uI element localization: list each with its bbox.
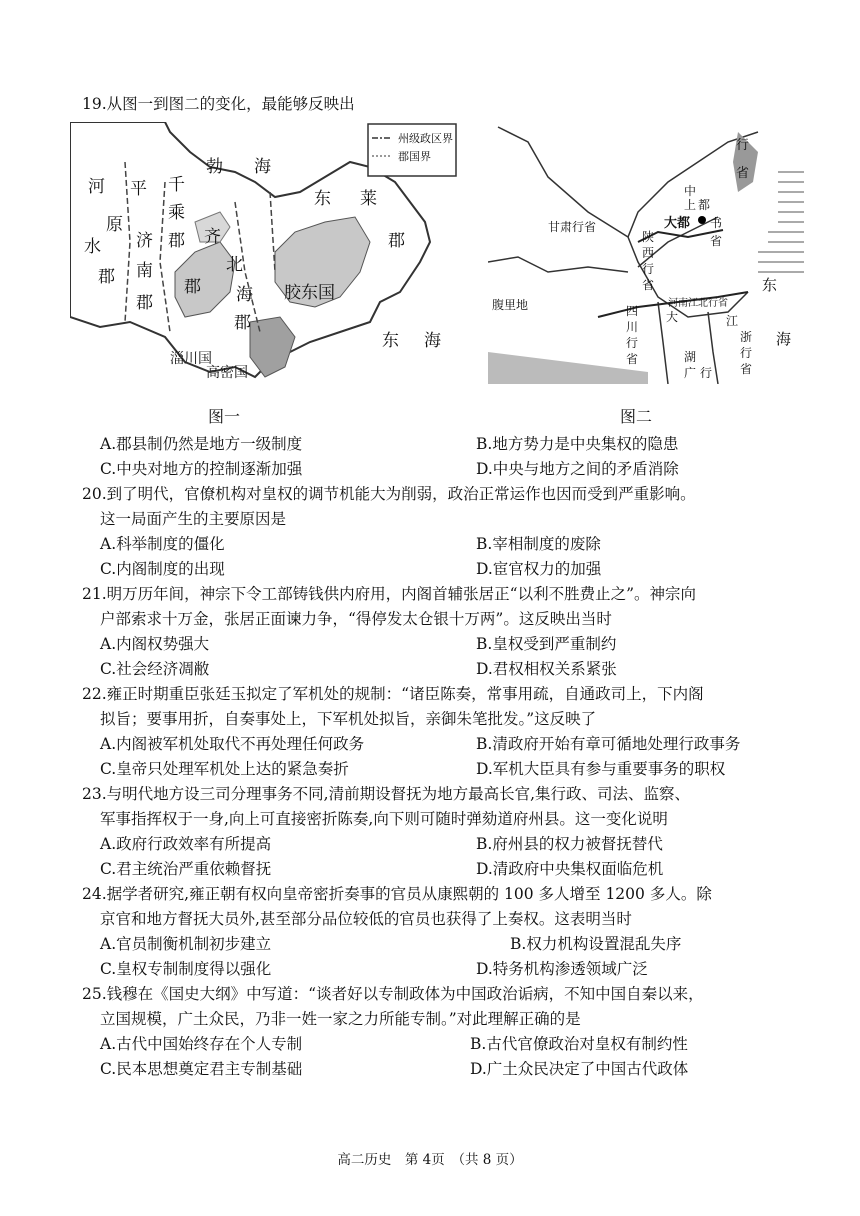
map-label: 行	[740, 346, 753, 360]
map-label: 郡	[98, 267, 115, 287]
map-label: 中	[684, 184, 697, 198]
q25-option-a: A.古代中国始终存在个人专制	[100, 1035, 303, 1053]
q19-option-d: D.中央与地方之间的矛盾消除	[476, 460, 679, 478]
q21-option-b: B.皇权受到严重制约	[476, 635, 617, 653]
map-label: 北	[226, 255, 243, 275]
map-label: 省	[626, 352, 639, 366]
question-21-stem-line-2: 户部索求十万金，张居正面谏力争，“得停发太仓银十万两”。这反映出当时	[100, 610, 612, 628]
map-label: 海	[776, 330, 792, 348]
q22-option-d: D.军机大臣具有参与重要事务的职权	[476, 760, 726, 778]
map-label: 行	[626, 336, 639, 350]
map-label: 行	[642, 262, 655, 276]
map-label: 海	[424, 331, 441, 351]
map-label: 水	[84, 237, 101, 257]
map-label: 江	[726, 314, 739, 328]
question-23-stem-line-2: 军事指挥权于一身,向上可直接密折陈奏,向下则可随时弹劾道府州县。这一变化说明	[100, 810, 668, 828]
q24-option-b: B.权力机构设置混乱失序	[510, 935, 682, 953]
map-label: 南	[136, 261, 153, 281]
map-label: 省	[740, 362, 753, 376]
map-label: 浙	[740, 330, 753, 344]
q24-option-d: D.特务机构渗透领域广泛	[476, 960, 648, 978]
q20-option-b: B.宰相制度的废除	[476, 535, 601, 553]
map-label: 勃	[206, 157, 223, 177]
map-label: 海	[236, 285, 253, 305]
map-label: 原	[106, 215, 123, 235]
question-22-stem-line-1: 22.雍正时期重臣张廷玉拟定了军机处的规制：“诸臣陈奏，常事用疏，自通政司上，下内阁	[82, 685, 704, 703]
map-label: 郡	[168, 231, 185, 251]
map-label: 齐	[204, 227, 221, 247]
q23-option-b: B.府州县的权力被督抚替代	[476, 835, 663, 853]
q24-option-c: C.皇权专制制度得以强化	[100, 960, 272, 978]
map-label: 大	[666, 310, 679, 324]
map-label: 书	[710, 216, 723, 230]
map-label: 都	[698, 198, 711, 212]
map-figure-1	[70, 122, 458, 384]
map-label: 河	[88, 177, 105, 197]
question-23-stem-line-1: 23.与明代地方设三司分理事务不同,清前期设督抚为地方最高长官,集行政、司法、监察、	[82, 785, 691, 803]
q23-option-d: D.清政府中央集权面临危机	[476, 860, 664, 878]
q25-option-b: B.古代官僚政治对皇权有制约性	[470, 1035, 688, 1053]
map-label: 甘肃行省	[548, 220, 597, 234]
q19-option-b: B.地方势力是中央集权的隐患	[476, 435, 679, 453]
map-label: 郡	[136, 293, 153, 313]
q20-option-d: D.宦官权力的加强	[476, 560, 602, 578]
q23-option-c: C.君主统治严重依赖督抚	[100, 860, 272, 878]
legend-item-state-border: 州级政区界	[398, 132, 453, 145]
q24-option-a: A.官员制衡机制初步建立	[100, 935, 272, 953]
map-label-capital: 大都	[664, 216, 691, 231]
figure-1-caption: 图一	[208, 407, 241, 426]
q22-option-a: A.内阁被军机处取代不再处理任何政务	[100, 735, 365, 753]
map-label: 腹里地	[492, 298, 529, 312]
map-label: 平	[130, 179, 147, 199]
question-25-stem-line-2: 立国规模，广土众民，乃非一姓一家之力所能专制。”对此理解正确的是	[100, 1010, 581, 1028]
q22-option-b: B.清政府开始有章可循地处理行政事务	[476, 735, 741, 753]
q22-option-c: C.皇帝只处理军机处上达的紧急奏折	[100, 760, 349, 778]
map-label: 广	[684, 366, 697, 380]
map-label: 高密国	[206, 365, 248, 381]
map-label: 行	[736, 138, 750, 153]
q25-option-d: D.广土众民决定了中国古代政体	[470, 1060, 689, 1078]
q23-option-a: A.政府行政效率有所提高	[100, 835, 272, 853]
map-label: 四	[626, 304, 639, 318]
map-label: 行	[700, 366, 713, 380]
q25-option-c: C.民本思想奠定君主专制基础	[100, 1060, 303, 1078]
q19-option-c: C.中央对地方的控制逐渐加强	[100, 460, 303, 478]
legend-item-commandery-border: 郡国界	[398, 150, 431, 163]
map-label: 东	[314, 189, 331, 209]
map-label: 济	[136, 231, 153, 251]
map-label: 河南江北行省	[668, 298, 728, 309]
map-label: 东	[382, 331, 399, 351]
question-19-stem: 19.从图一到图二的变化，最能够反映出	[82, 95, 355, 113]
map-label: 省	[642, 278, 655, 292]
q19-option-a: A.郡县制仍然是地方一级制度	[100, 435, 303, 453]
map-label: 湖	[684, 350, 697, 364]
page-footer: 高二历史 第 4页 （共 8 页）	[337, 1152, 523, 1168]
map-label: 西	[642, 246, 655, 260]
map-figure-2	[488, 122, 804, 384]
map-label: 郡	[234, 313, 251, 333]
map-label: 郡	[184, 277, 201, 297]
question-25-stem-line-1: 25.钱穆在《国史大纲》中写道：“谈者好以专制政体为中国政治诟病，不知中国自秦以来，	[82, 985, 704, 1003]
map-label: 莱	[360, 189, 377, 209]
figure-2-caption: 图二	[620, 407, 653, 426]
map-label: 郡	[388, 231, 405, 251]
question-22-stem-line-2: 拟旨；要事用折，自奏事处上，下军机处拟旨，亲御朱笔批发。”这反映了	[100, 710, 597, 728]
map-label: 海	[254, 157, 271, 177]
q20-option-a: A.科举制度的僵化	[100, 535, 225, 553]
q21-option-a: A.内阁权势强大	[100, 635, 210, 653]
map-label: 上	[684, 198, 697, 212]
map-label: 川	[626, 320, 639, 334]
map-label: 省	[710, 234, 723, 248]
map-label: 陕	[642, 230, 655, 244]
question-20-stem-line-2: 这一局面产生的主要原因是	[100, 510, 287, 528]
q21-option-d: D.君权相权关系紧张	[476, 660, 617, 678]
map-label: 省	[736, 166, 750, 181]
question-24-stem-line-1: 24.据学者研究,雍正朝有权向皇帝密折奏事的官员从康熙朝的 100 多人增至 1200 多人。除	[82, 885, 712, 903]
question-24-stem-line-2: 京官和地方督抚大员外,甚至部分品位较低的官员也获得了上奏权。这表明当时	[100, 910, 632, 928]
map-label: 胶东国	[284, 283, 335, 303]
q20-option-c: C.内阁制度的出现	[100, 560, 225, 578]
map-label: 东	[762, 276, 778, 294]
map-label: 千	[168, 175, 185, 195]
question-21-stem-line-1: 21.明万历年间，神宗下令工部铸钱供内府用，内阁首辅张居正“以利不胜费止之”。神宗向	[82, 585, 697, 603]
question-20-stem-line-1: 20.到了明代，官僚机构对皇权的调节机能大为削弱，政治正常运作也因而受到严重影响。	[82, 485, 696, 503]
map-label: 淄川国	[170, 351, 212, 367]
map-label: 乘	[168, 203, 185, 223]
q21-option-c: C.社会经济凋敝	[100, 660, 210, 678]
